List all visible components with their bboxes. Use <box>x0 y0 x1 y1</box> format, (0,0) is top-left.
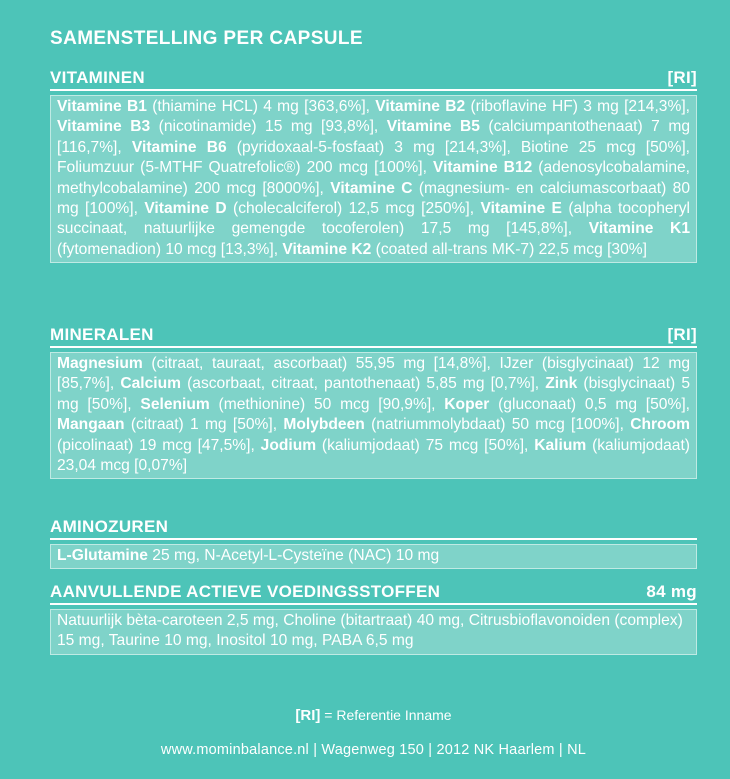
footer-address: www.mominbalance.nl | Wagenweg 150 | 2012 NK Haarlem | NL <box>160 742 587 758</box>
ingredient-detail: (thiamine HCL) 4 mg [363,6%], <box>146 98 376 115</box>
ingredient-item <box>57 547 439 564</box>
section-header <box>50 516 697 540</box>
ingredient-item <box>57 416 283 433</box>
ri-label: [RI] <box>667 325 697 344</box>
ingredient-name: Mangaan <box>57 416 125 434</box>
ingredient-item <box>375 98 690 115</box>
ingredient-detail: (riboflavine HF) 3 mg [214,3%], <box>465 98 690 115</box>
ingredient-name: Vitamine B3 <box>57 118 151 136</box>
ingredient-detail: (cholecalciferol) 12,5 mcg [250%], <box>226 200 481 218</box>
ingredient-detail: (citraat, tauraat, ascorbaat) 55,95 mg [14,8%], IJzer (bisglycinaat) 12 mg [85,7%], <box>57 355 690 393</box>
ingredient-detail: (kaliumjodaat) 23,04 mcg [0,07%] <box>57 436 691 475</box>
ingredient-item <box>444 396 690 413</box>
ingredient-detail: (bisglycinaat) 5 mg [50%], <box>57 375 690 413</box>
ingredient-name: Zink <box>545 375 578 393</box>
ingredient-detail: (alpha tocopheryl succinaat, natuurlijke gemengde tocoferolen) 17,5 mg [145,8%], <box>57 200 691 238</box>
ingredient-name: Vitamine B2 <box>375 98 466 115</box>
ingredient-item <box>140 396 444 413</box>
ingredient-item <box>57 98 375 115</box>
section-mineralen <box>50 324 697 479</box>
ingredient-name: Molybdeen <box>283 416 365 434</box>
section-heading: VITAMINEN <box>50 68 145 87</box>
ingredient-name: Vitamine B12 <box>432 159 533 177</box>
section-header <box>50 67 697 91</box>
ingredient-name: Vitamine B5 <box>386 118 480 136</box>
section-header <box>50 581 697 605</box>
ri-legend <box>50 707 697 724</box>
ingredient-detail: (picolinaat) 19 mcg [47,5%], <box>57 436 261 454</box>
ingredient-detail: (methionine) 50 mcg [90,9%], <box>209 395 445 413</box>
ingredient-name: L-Glutamine <box>57 547 148 564</box>
ri-label: [RI] <box>295 707 321 724</box>
ingredient-detail: (gluconaat) 0,5 mg [50%], <box>489 395 690 413</box>
ingredient-name: Vitamine B1 <box>57 98 147 115</box>
ingredient-name: Calcium <box>120 375 181 393</box>
ingredient-detail: (calciumpantothenaat) 7 mg [116,7%], <box>57 118 690 156</box>
ingredient-name: Vitamine D <box>144 200 227 218</box>
ingredient-detail: 25 mg, N-Acetyl-L-Cysteïne (NAC) 10 mg <box>147 547 440 564</box>
ingredient-item <box>120 375 545 392</box>
ingredient-name: Chroom <box>630 416 690 434</box>
ingredient-name: Vitamine B6 <box>131 138 227 156</box>
ingredient-detail: (nicotinamide) 15 mg [93,8%], <box>150 118 387 136</box>
ingredient-detail: (pyridoxaal-5-fosfaat) 3 mg [214,3%], Biotine 25 mcg [50%], Foliumzuur (5-MTHF Quatrefolic®) 200 mcg [100%], <box>57 138 691 177</box>
section-aanvullend <box>50 581 697 655</box>
ingredient-name: Koper <box>444 395 490 413</box>
ingredient-name: Vitamine E <box>480 200 562 218</box>
ri-label: [RI] <box>667 68 697 87</box>
aanvullend-list <box>50 609 697 655</box>
ingredient-name: Magnesium <box>57 355 143 372</box>
ingredient-name: Vitamine K2 <box>282 240 372 258</box>
ingredient-detail: (magnesium- en calciumascorbaat) 80 mg [100%], <box>57 179 690 218</box>
total-amount: 84 mg <box>646 582 697 601</box>
ingredient-name: Selenium <box>140 395 210 413</box>
ingredient-item <box>261 437 535 454</box>
ingredient-item <box>57 118 387 135</box>
section-heading: MINERALEN <box>50 325 154 344</box>
page-title: SAMENSTELLING PER CAPSULE <box>50 28 363 49</box>
ingredient-name: Jodium <box>260 436 317 454</box>
ingredient-item <box>144 200 480 217</box>
section-heading: AANVULLENDE ACTIEVE VOEDINGSSTOFFEN <box>50 582 441 601</box>
section-heading: AMINOZUREN <box>50 517 169 536</box>
ingredient-detail: (coated all-trans MK-7) 22,5 mcg [30%] <box>371 240 647 258</box>
ingredient-detail: (kaliumjodaat) 75 mcg [50%], <box>316 436 535 454</box>
vitaminen-list <box>50 95 697 263</box>
ingredient-item <box>282 241 647 258</box>
ingredient-name: Vitamine C <box>330 179 413 197</box>
ingredient-detail: (ascorbaat, citraat, pantothenaat) 5,85 mg [0,7%], <box>180 375 546 393</box>
legend-text: = Referentie Inname <box>320 707 452 723</box>
ingredient-name: Vitamine K1 <box>588 220 690 238</box>
ingredient-detail: (citraat) 1 mg [50%], <box>124 416 284 434</box>
ingredient-item <box>283 416 630 433</box>
mineralen-list <box>50 352 697 479</box>
ingredient-detail: (adenosylcobalamine, methylcobalamine) 200 mcg [8000%], <box>57 159 690 197</box>
section-aminozuren <box>50 516 697 569</box>
ingredient-detail: (fytomenadion) 10 mcg [13,3%], <box>57 240 283 258</box>
section-vitaminen <box>50 67 697 263</box>
ingredient-name: Kalium <box>534 436 587 454</box>
section-header <box>50 324 697 348</box>
ingredient-detail: (natriummolybdaat) 50 mcg [100%], <box>364 416 631 434</box>
ingredient-detail: Natuurlijk bèta-caroteen 2,5 mg, Choline (bitartraat) 40 mg, Citrusbioflavonoiden (complex) 15 mg, Taurine 10 mg, Inositol 10 mg, PABA 6,5 mg <box>57 612 683 650</box>
aminozuren-list <box>50 544 697 569</box>
